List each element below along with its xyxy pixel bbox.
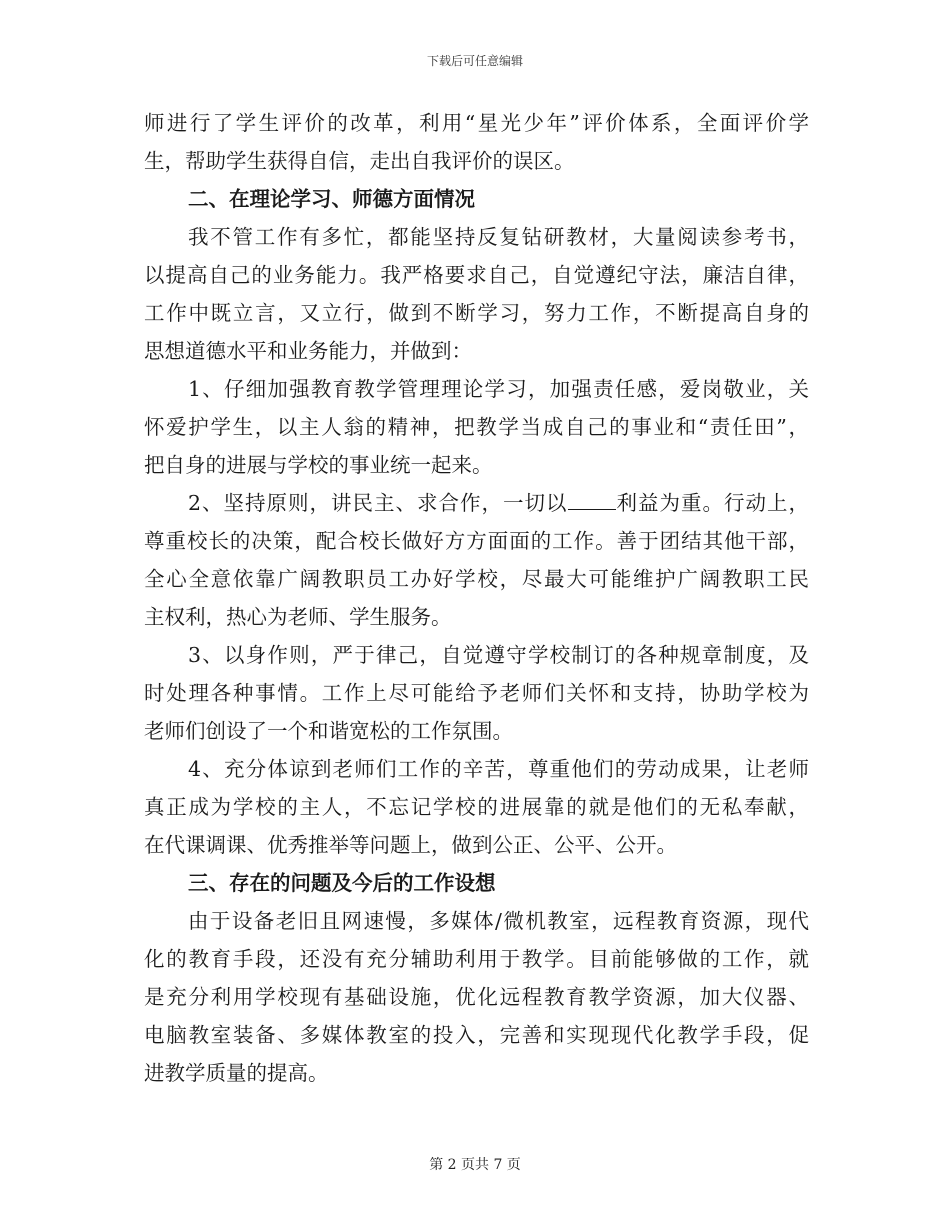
text-line: 由于设备老旧且网速慢，多媒体/微机教室，远程教育资源，现代 [188,909,809,933]
text-line: 时处理各种事情。工作上尽可能给予老师们关怀和支持，协助学校为 [144,681,809,705]
text-line: 主权利，热心为老师、学生服务。 [144,605,452,629]
paragraph-item-1 [144,370,809,484]
paragraph-item-4 [144,750,809,864]
page-number: 第 2 页共 7 页 [429,1157,521,1173]
text-line: 以提高自己的业务能力。我严格要求自己，自觉遵纪守法，廉洁自律， [144,263,809,287]
text-segment: 2、坚持原则，讲民主、求合作，一切以 [188,491,568,515]
text-line: 尊重校长的决策，配合校长做好方方面面的工作。善于团结其他干部， [144,529,809,553]
text-line: 电脑教室装备、多媒体教室的投入，完善和实现现代化教学手段，促 [144,1023,809,1047]
paragraph-continued [144,104,809,180]
text-line: 真正成为学校的主人，不忘记学校的进展靠的就是他们的无私奉献， [144,795,809,819]
section-heading-3: 三、存在的问题及今后的工作设想 [188,871,496,895]
text-line: 进教学质量的提高。 [144,1061,329,1085]
paragraph-study [144,218,809,370]
text-line: 4、充分体谅到老师们工作的辛苦，尊重他们的劳动成果，让老师 [188,757,809,781]
fill-in-blank [568,489,616,510]
section-heading-2: 二、在理论学习、师德方面情况 [188,187,475,211]
text-line: 我不管工作有多忙，都能坚持反复钻研教材，大量阅读参考书， [188,225,809,249]
text-line: 把自身的进展与学校的事业统一起来。 [144,453,493,477]
text-line: 老师们创设了一个和谐宽松的工作氛围。 [144,719,513,743]
document-body [144,104,809,1092]
text-line: 是充分利用学校现有基础设施，优化远程教育教学资源，加大仪器、 [144,985,809,1009]
text-line: 3、以身作则，严于律己，自觉遵守学校制订的各种规章制度，及 [188,643,809,667]
paragraph-item-2 [144,484,809,636]
text-line: 全心全意依靠广阔教职员工办好学校，尽最大可能维护广阔教职工民 [144,567,809,591]
paragraph-item-3 [144,636,809,750]
text-line: 工作中既立言，又立行，做到不断学习，努力工作，不断提高自身的 [144,301,809,325]
text-line: 化的教育手段，还没有充分辅助利用于教学。目前能够做的工作，就 [144,947,809,971]
text-line: 师进行了学生评价的改革，利用“星光少年”评价体系，全面评价学 [144,111,809,135]
paragraph-problems [144,902,809,1092]
text-line: 1、仔细加强教育教学管理理论学习，加强责任感，爱岗敬业，关 [188,377,809,401]
text-segment: 利益为重。行动上， [615,491,809,515]
text-line: 思想道德水平和业务能力，并做到： [144,339,472,363]
text-line [144,484,809,522]
text-line: 生，帮助学生获得自信，走出自我评价的误区。 [144,149,575,173]
text-line: 在代课调课、优秀推举等问题上，做到公正、公平、公开。 [144,833,677,857]
page-header: 下载后可任意编辑 [426,54,523,68]
text-line: 怀爱护学生，以主人翁的精神，把教学当成自己的事业和“责任田”， [144,415,809,439]
